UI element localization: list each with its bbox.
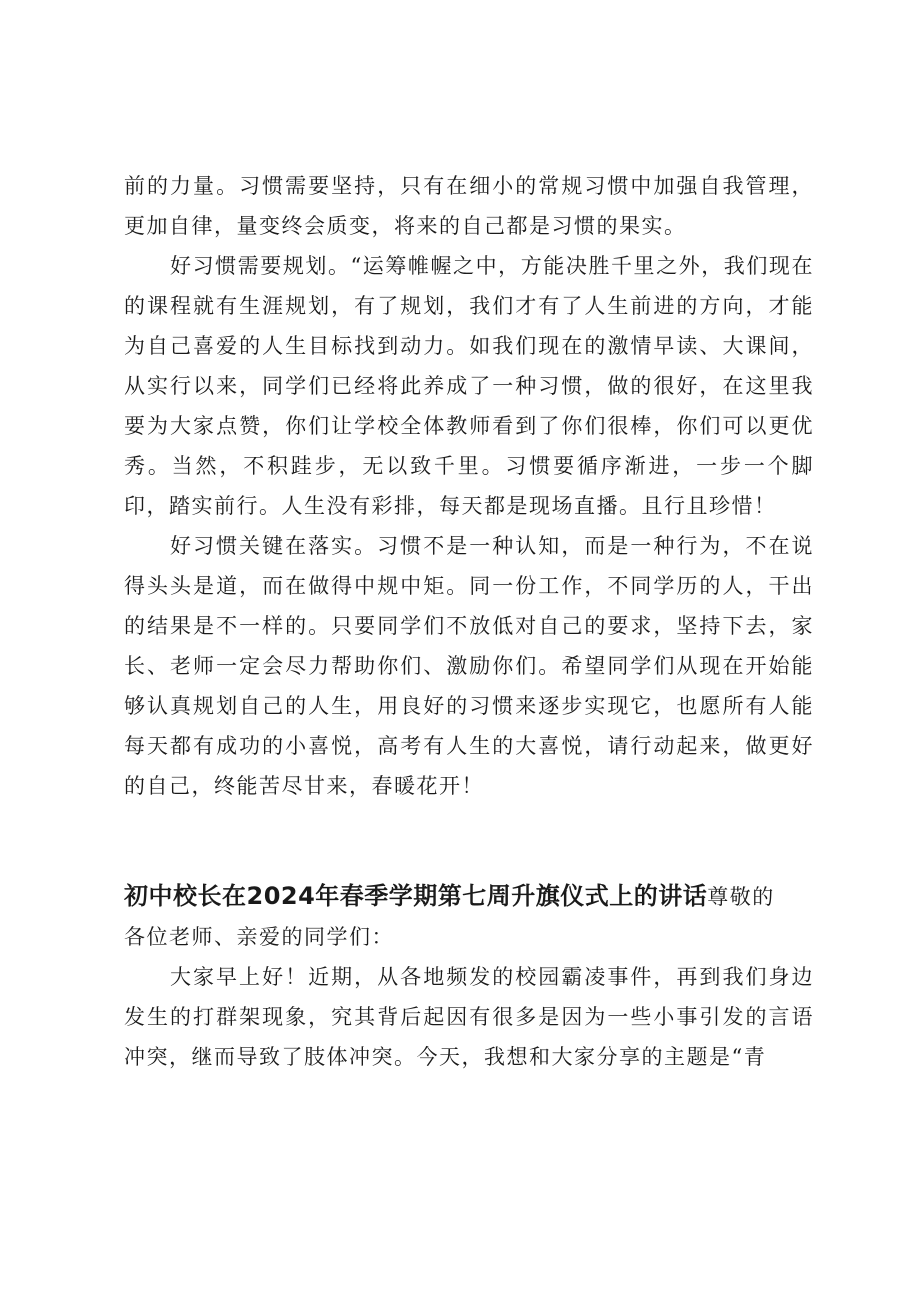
paragraph-implementation: 好习惯关键在落实。习惯不是一种认知，而是一种行为，不在说得头头是道，而在做得中规中矩。同一份工作，不同学历的人，干出的结果是不一样的。只要同学们不放低对自己的要求，坚持下去，家长、老师一定会尽力帮助你们、激励你们。希望同学们从现在开始能够认真规划自己的人生，用良好的习惯来逐步实现它，也愿所有人能每天都有成功的小喜悦，高考有人生的大喜悦，请行动起来，做更好的自己，终能苦尽甘来，春暖花开！ (124, 534, 814, 798)
salutation-line: 各位老师、亲爱的同学们： (124, 925, 394, 949)
paragraph-planning: 好习惯需要规划。“运筹帷幄之中，方能决胜千里之外，我们现在的课程就有生涯规划，有了规划，我们才有了人生前进的方向，才能为自己喜爱的人生目标找到动力。如我们现在的激情早读、大课间，从实行以来，同学们已经将此养成了一种习惯，做的很好，在这里我要为大家点赞，你们让学校全体教师看到了你们很棒，你们可以更优秀。当然，不积跬步，无以致千里。习惯要循序渐进，一步一个脚印，踏实前行。人生没有彩排，每天都是现场直播。且行且珍惜！ (124, 254, 814, 518)
section-spacer (124, 806, 814, 876)
speech-body-paragraph: 大家早上好！近期，从各地频发的校园霸凌事件，再到我们身边发生的打群架现象，究其背后起因有很多是因为一些小事引发的言语冲突，继而导致了肢体冲突。今天，我想和大家分享的主题是“青 (124, 965, 814, 1069)
speech-title: 初中校长在2024年春季学期第七周升旗仪式上的讲话 (124, 882, 708, 910)
paragraph-continuation: 前的力量。习惯需要坚持，只有在细小的常规习惯中加强自我管理，更加自律，量变终会质变，将来的自己都是习惯的果实。 (124, 174, 814, 238)
document-content (124, 166, 814, 1077)
salutation-start: 尊敬的 (707, 885, 775, 909)
section-heading (124, 876, 814, 917)
